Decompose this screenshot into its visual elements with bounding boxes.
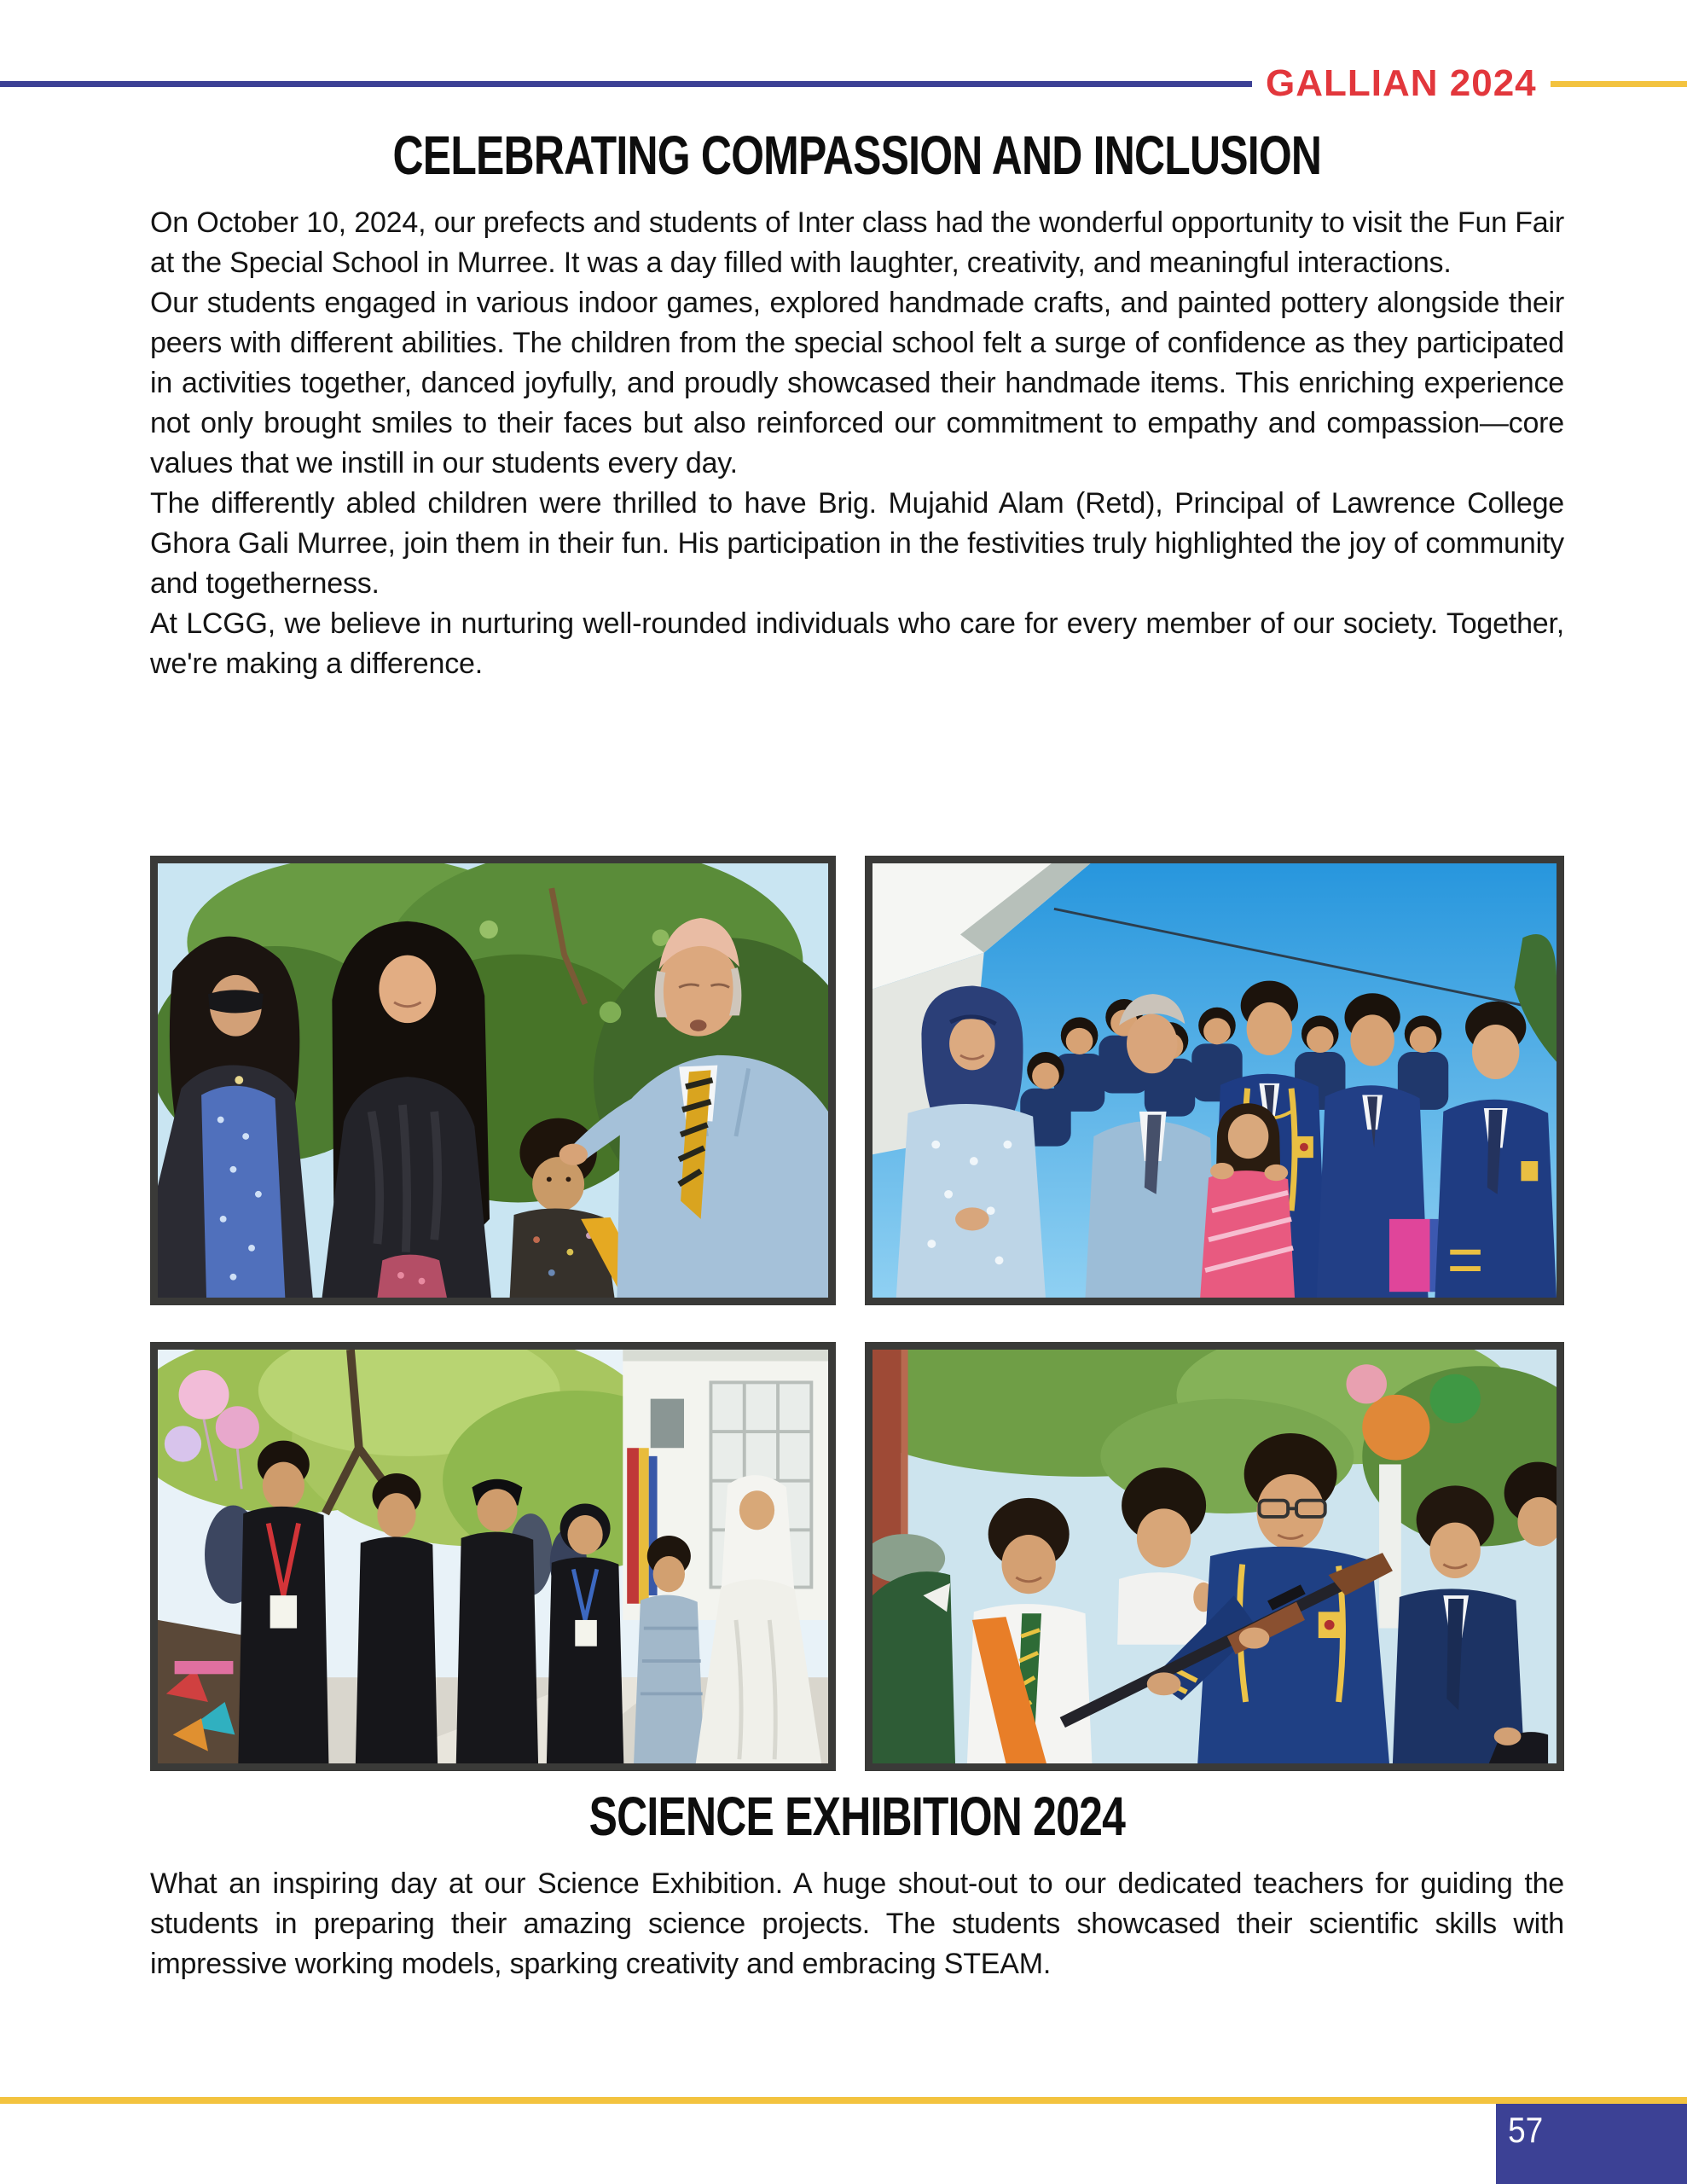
header-rule-gold [1551, 81, 1687, 87]
photo-science-exhibition-image [872, 1350, 1557, 1763]
compassion-paragraph-2: Our students engaged in various indoor games, explored handmade crafts, and painted pottery alongside their peers with different abilities. The children from the special school felt a surge of confidence as they participated in activities together, danced joyfully, and proudly showcased their handmade items. This enriching experience not only brought smiles to their faces but also reinforced our commitment to empathy and compassion—core values that we instill in our students every day. [150, 287, 1564, 479]
photo-funfair-principal-image [158, 863, 828, 1298]
article-science [150, 1787, 1564, 1984]
photo-fair-children-image [158, 1350, 828, 1763]
page-header [0, 60, 1687, 107]
article-science-title: SCIENCE EXHIBITION 2024 [588, 1786, 1126, 1847]
photo-grid [150, 856, 1564, 1771]
photo-funfair-principal [150, 856, 836, 1305]
footer-rule-gold [0, 2097, 1687, 2104]
compassion-paragraph-1: On October 10, 2024, our prefects and students of Inter class had the wonderful opportunity to visit the Fun Fair at the Special School in Murree. It was a day filled with laughter, creativity, and meaningful interactions. [150, 206, 1564, 279]
article-compassion-title: CELEBRATING COMPASSION AND INCLUSION [392, 125, 1322, 186]
photo-science-exhibition [865, 1342, 1564, 1771]
compassion-paragraph-4: At LCGG, we believe in nurturing well-rounded individuals who care for every member of our society. Together, we're making a difference. [150, 607, 1564, 680]
photo-fair-children [150, 1342, 836, 1771]
page-number: 57 [1508, 2110, 1544, 2150]
article-compassion [150, 126, 1564, 684]
photo-group-sky [865, 856, 1564, 1305]
header-rule-navy [0, 81, 1252, 87]
page-number-box [1496, 2104, 1687, 2184]
compassion-paragraph-3: The differently abled children were thrilled to have Brig. Mujahid Alam (Retd), Principal of Lawrence College Ghora Gali Murree, join them in their fun. His participation in the festivities truly highlighted the joy of community and togetherness. [150, 487, 1564, 600]
magazine-title: GALLIAN 2024 [1266, 62, 1537, 104]
photo-group-sky-image [872, 863, 1557, 1298]
science-paragraph-1: What an inspiring day at our Science Exhibition. A huge shout-out to our dedicated teachers for guiding the students in preparing their amazing science projects. The students showcased their scientific skills with impressive working models, sparking creativity and embracing STEAM. [150, 1867, 1564, 1980]
